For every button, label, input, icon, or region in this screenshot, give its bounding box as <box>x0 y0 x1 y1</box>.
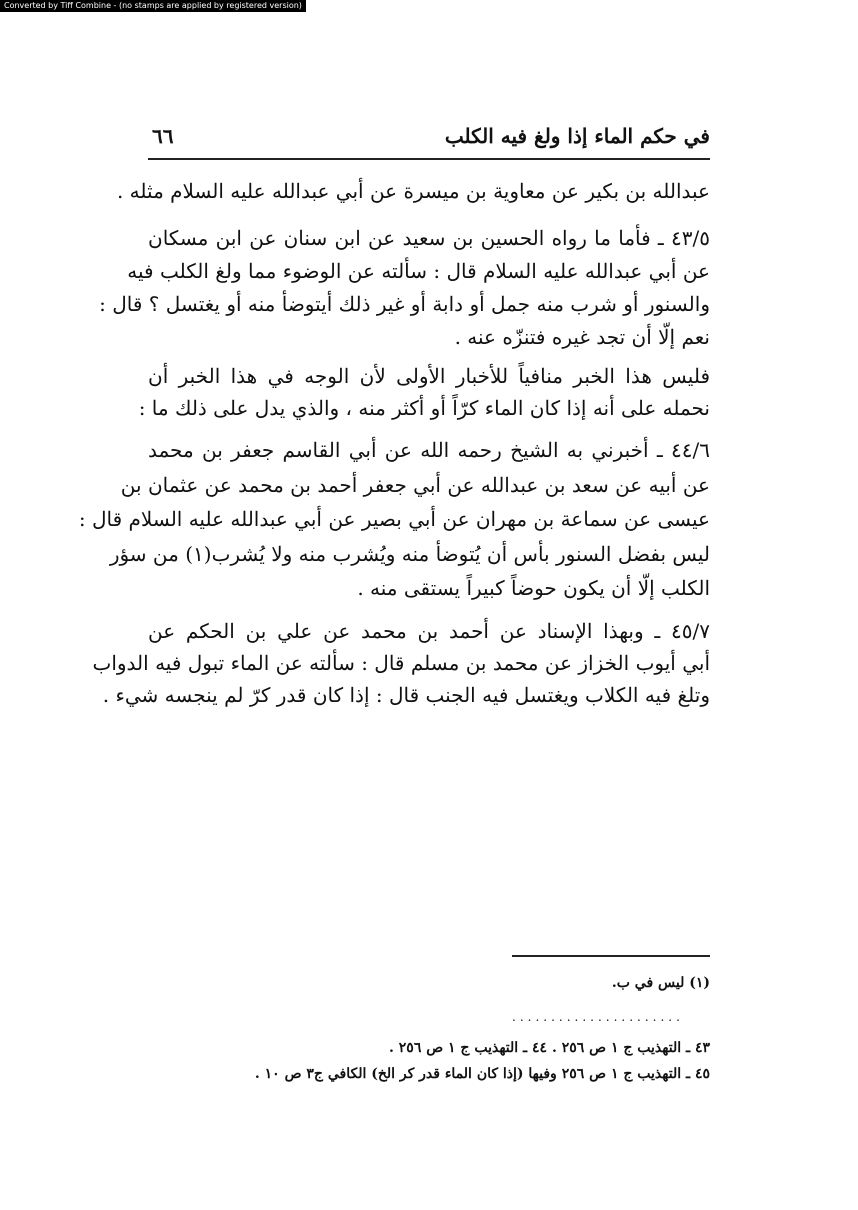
footnote: (١) ليس في ب. <box>611 975 710 991</box>
source-reference: ٤٥ ـ التهذيب ج ١ ص ٢٥٦ وفيها (إذا كان الماء قدر كر الخ) الكافي ج٣ ص ١٠ . <box>254 1066 710 1082</box>
text-line: ٤٤/٦ ـ أخبرني به الشيخ رحمه الله عن أبي القاسم جعفر بن محمد <box>148 438 710 462</box>
footnote-separator: ...................... <box>512 1010 684 1024</box>
text-line: فليس هذا الخبر منافياً للأخبار الأولى لأن الوجه في هذا الخبر أن <box>148 364 710 388</box>
text-line: الكلب إلّا أن يكون حوضاً كبيراً يستقى منه . <box>357 576 710 600</box>
text-line: ٤٥/٧ ـ وبهذا الإسناد عن أحمد بن محمد عن علي بن الحكم عن <box>148 619 710 643</box>
text-line: عن أبيه عن سعد بن عبدالله عن أبي جعفر أحمد بن محمد عن عثمان بن <box>120 473 710 497</box>
text-line: والسنور أو شرب منه جمل أو دابة أو غير ذلك أيتوضأ منه أو يغتسل ؟ قال : <box>99 292 710 316</box>
header-rule <box>148 158 710 160</box>
text-line: أبي أيوب الخزاز عن محمد بن مسلم قال : سألته عن الماء تبول فيه الدواب <box>92 651 710 675</box>
text-line: عيسى عن سماعة بن مهران عن أبي بصير عن أبي عبدالله عليه السلام قال : <box>78 507 710 531</box>
text-line: نعم إلّا أن تجد غيره فتنزّه عنه . <box>454 325 710 349</box>
text-line: نحمله على أنه إذا كان الماء كرّاً أو أكثر منه ، والذي يدل على ذلك ما : <box>138 396 710 420</box>
conversion-banner: Converted by Tiff Combine - (no stamps are applied by registered version) <box>0 0 306 12</box>
page-number: ٦٦ <box>152 124 174 148</box>
page-header <box>148 118 710 158</box>
text-line: وتلغ فيه الكلاب ويغتسل فيه الجنب قال : إذا كان قدر كرّ لم ينجسه شيء . <box>102 683 710 707</box>
text-line: عبدالله بن بكير عن معاوية بن ميسرة عن أبي عبدالله عليه السلام مثله . <box>116 179 710 203</box>
footnote-rule <box>512 955 710 957</box>
text-line: ليس بفضل السنور بأس أن يُتوضأ منه ويُشرب منه ولا يُشرب(١) من سؤر <box>109 542 710 566</box>
source-reference: ٤٣ ـ التهذيب ج ١ ص ٢٥٦ . ٤٤ ـ التهذيب ج ١ ص ٢٥٦ . <box>389 1040 710 1056</box>
text-line: عن أبي عبدالله عليه السلام قال : سألته عن الوضوء مما ولغ الكلب فيه <box>127 259 710 283</box>
running-title: في حكم الماء إذا ولغ فيه الكلب <box>444 124 710 148</box>
text-line: ٤٣/٥ ـ فأما ما رواه الحسين بن سعيد عن ابن سنان عن ابن مسكان <box>148 226 710 250</box>
